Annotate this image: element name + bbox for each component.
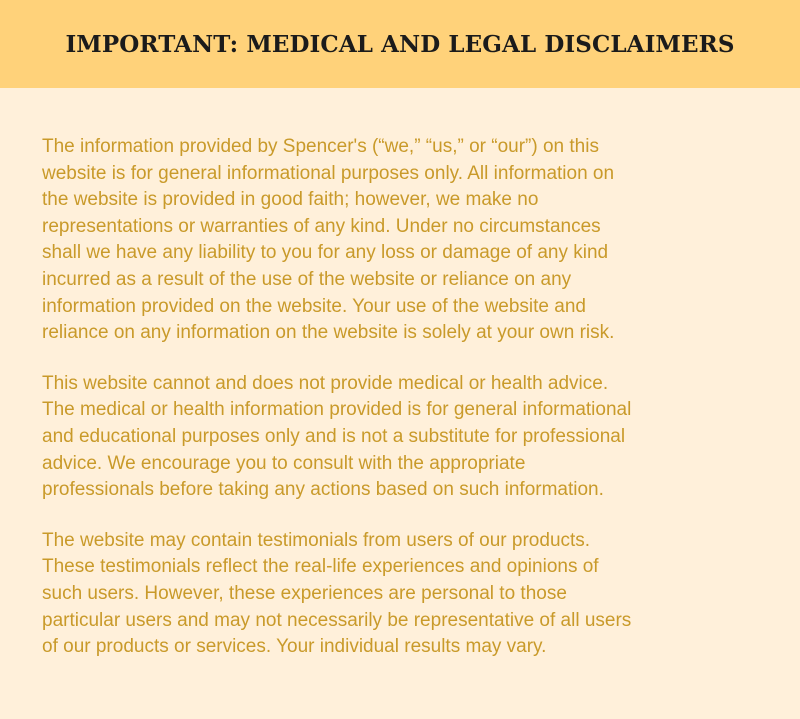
paragraph-line: The medical or health information provided is for general informational: [42, 399, 632, 421]
paragraph-line: reliance on any information on the website is solely at your own risk.: [42, 322, 615, 344]
paragraph-line: incurred as a result of the use of the website or reliance on any: [42, 268, 572, 290]
paragraph-line: The information provided by Spencer's (“we,” “us,” or “our”) on this: [42, 136, 599, 157]
paragraph-line: These testimonials reflect the real-life experiences and opinions of: [42, 556, 599, 578]
paragraph-line: professionals before taking any actions based on such information.: [42, 479, 604, 501]
paragraph-line: The website may contain testimonials from users of our products.: [42, 529, 591, 551]
paragraph-line: the website is provided in good faith; however, we make no: [42, 189, 539, 211]
legal-disclaimer-paragraph: [42, 134, 760, 347]
paragraph-line: representations or warranties of any kind. Under no circumstances: [42, 215, 601, 237]
paragraph-line: particular users and may not necessarily be representative of all users: [42, 609, 632, 631]
paragraph-line: of our products or services. Your individual results may vary.: [42, 636, 547, 658]
header-banner: [0, 0, 800, 88]
page-title: IMPORTANT: MEDICAL AND LEGAL DISCLAIMERS: [65, 30, 735, 58]
disclaimer-content: [0, 88, 800, 661]
medical-disclaimer-paragraph: [42, 371, 760, 504]
paragraph-line: such users. However, these experiences are personal to those: [42, 582, 567, 604]
paragraph-line: information provided on the website. Your use of the website and: [42, 295, 586, 317]
paragraph-line: website is for general informational purposes only. All information on: [42, 162, 615, 184]
testimonial-disclaimer-paragraph: [42, 528, 760, 661]
paragraph-line: shall we have any liability to you for any loss or damage of any kind: [42, 242, 609, 264]
paragraph-line: This website cannot and does not provide medical or health advice.: [42, 372, 609, 394]
paragraph-line: advice. We encourage you to consult with the appropriate: [42, 452, 526, 474]
paragraph-line: and educational purposes only and is not a substitute for professional: [42, 425, 626, 447]
